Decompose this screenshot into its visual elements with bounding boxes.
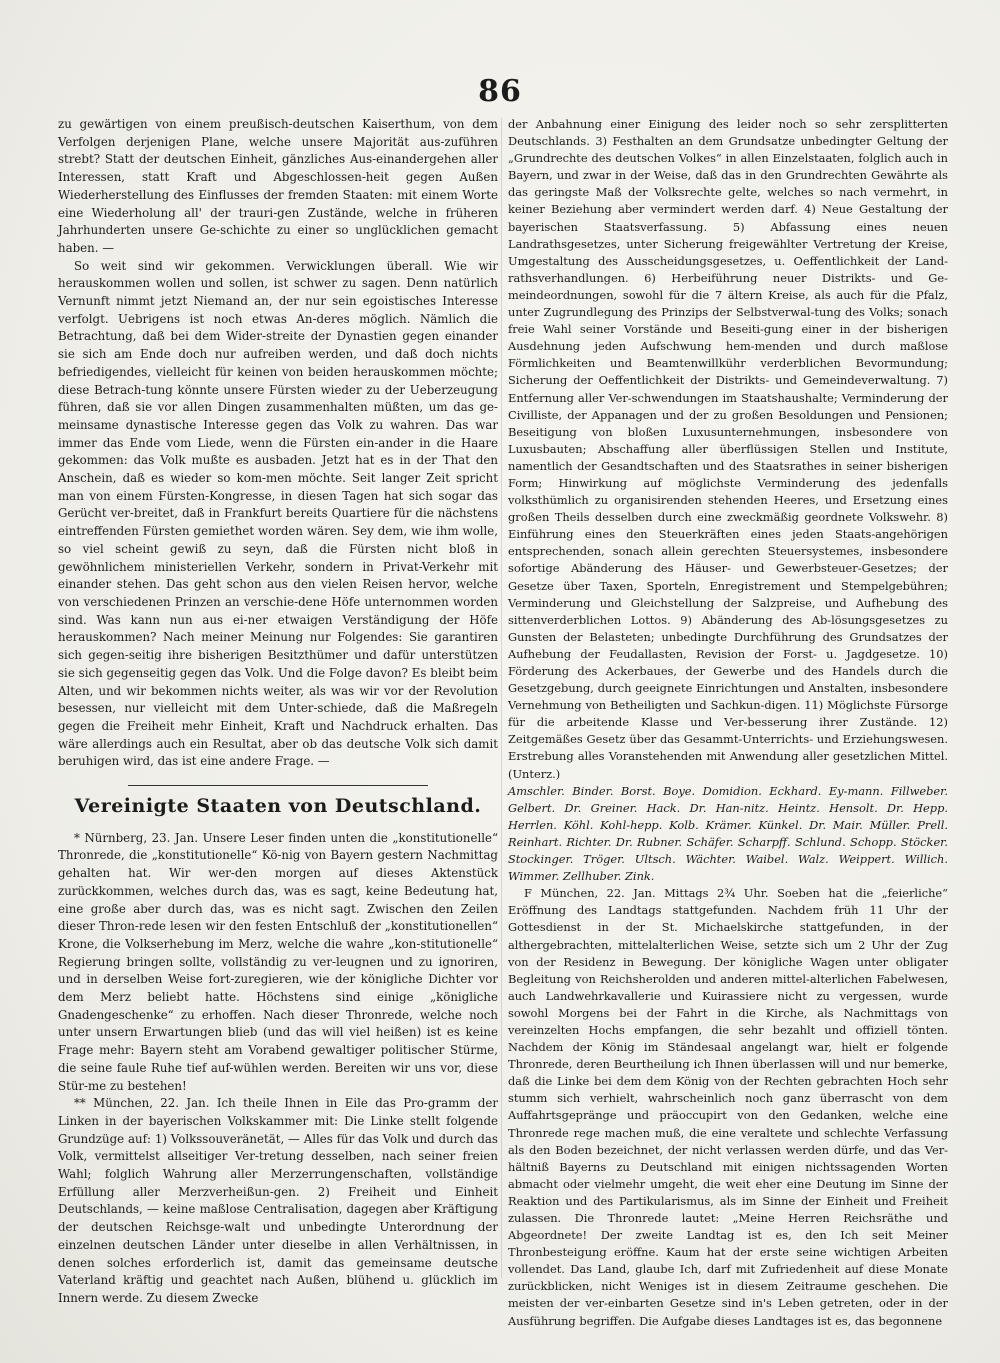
signatories-list: Amschler. Binder. Borst. Boye. Domidion. Eckhard. Ey-mann. Fillweber. Gelbert. Dr. Greiner. Hack. Dr. Han-nitz. Heintz. Hensolt. Dr. Hepp. Herrlen. Köhl. Kohl-hepp. Kolb. Krämer. Künkel. Dr. Mair. Müller. Prell. Reinhart. Richter. Dr. Rubner. Schäfer. Scharpff. Schlund. Schopp. Stöcker. Stockinger. Tröger. Ultsch. Wächter. Waibel. Walz. Weippert. Willich. Wimmer. Zellhuber. Zink. bbox=[508, 783, 948, 884]
left-column bbox=[58, 116, 498, 1308]
section-heading: Vereinigte Staaten von Deutschland. bbox=[74, 795, 482, 818]
right-paragraph-1: der Anbahnung einer Einigung des leider noch so sehr zersplitterten Deutschlands. 3) Festhalten an dem Grundsatze unbedingter Geltung der „Grundrechte des deutschen Volkes“ in allen Einzelstaaten, folglich auch in Bayern, und zwar in der Weise, daß das in den Grundrechten Gewährte als das geringste Maß der Volksrechte gelte, welches so nach vermehrt, in keiner Beziehung aber vermindert werden darf. 4) Neue Gestaltung der bayerischen Staatsverfassung. 5) Abfassung eines neuen Landrathsgesetzes, unter Sicherung freigewählter Vertretung der Kreise, Umgestaltung des Ausscheidungsgesetzes, u. Oeffentlichkeit der Land-rathsverhandlungen. 6) Herbeiführung neuer Distrikts- und Ge-meindeordnungen, sowohl für die 7 ältern Kreise, als auch für die Pfalz, unter Zugrundlegung des Prinzips der Selbstverwal-tung des Volks; sonach freie Wahl seiner Vorstände und Beseiti-gung einer in der bisherigen Ausdehnung jeden Aufschwung hem-menden und durch maßlose Förmlichkeiten und Beamtenwillkühr verderblichen Bevormundung; Sicherung der Oeffentlichkeit der Distrikts- und Gemeindeverwaltung. 7) Entfernung aller Ver-schwendungen im Staatshaushalte; Verminderung der Civilliste, der Appanagen und der zu großen Besoldungen und Pensionen; Beseitigung von bloßen Luxusunternehmungen, insbesondere von Luxusbauten; Abschaffung aller überflüssigen Stellen und Institute, namentlich der Gesandtschaften und des Staatsrathes in seiner bisherigen Form; Hinwirkung auf möglichste Verminderung des jedenfalls volksthümlich zu organisirenden stehenden Heeres, und Ersetzung eines großen Theils desselben durch eine zweckmäßig geordnete Volkswehr. 8) Einführung eines den Steuerkräften eines jeden Staats-angehörigen entsprechenden, sonach allein gerechten Steuersystemes, insbesondere sofortige Abänderung des Häuser- und Gewerbsteuer-Gesetzes; der Gesetze über Taxen, Sporteln, Enregistrement und Stempelgebühren; Verminderung und Gleichstellung der Salzpreise, und Aufhebung des sittenverderblichen Lottos. 9) Abänderung des Ab-lösungsgesetzes zu Gunsten der Belasteten; unbedingte Durchführung des Grundsatzes der Aufhebung der Feudallasten, Revision der Forst- u. Jagdgesetze. 10) Förderung des Ackerbaues, der Gewerbe und des Handels durch die Gesetzgebung, durch geeignete Einrichtungen und Anstalten, insbesondere Vernehmung von Betheiligten und Sachkun-digen. 11) Möglichste Fürsorge für die arbeitende Klasse und Ver-besserung ihrer Zustände. 12) Zeitgemäßes Gesetz über das Gesammt-Unterrichts- und Erziehungswesen. Erstrebung alles Voranstehenden mit Anwendung aller gesetzlichen Mittel. (Unterz.) bbox=[508, 117, 948, 781]
left-paragraph-3: * Nürnberg, 23. Jan. Unsere Leser finden unten die „konstitutionelle“ Thronrede, die „konstitutionelle“ Kö-nig von Bayern gestern Nachmittag gehalten hat. Wir wer-den morgen auf dieses Aktenstück zurückkommen, welches durch das, was es sagt, keine Bedeutung hat, eine große aber durch das, was es nicht sagt. Zwischen den Zeilen dieser Thron-rede lesen wir den festen Entschluß der „konstitutionellen“ Krone, die Volkserhebung im Merz, welche die wahre „kon-stitutionelle“ Regierung bringen sollte, vollständig zu ver-leugnen und zu ignoriren, und in derselben Weise fort-zuregieren, wie der königliche Dichter vor dem Merz beliebt hatte. Höchstens sind einige „königliche Gnadengeschenke“ zu erhoffen. Nach dieser Thronrede, welche noch unter unsern Erwartungen blieb (und das will viel heißen) ist es keine Frage mehr: Bayern steht am Vorabend gewaltiger politischer Stürme, die seine faule Ruhe tief auf-wühlen werden. Bereiten wir uns vor, diese Stür-me zu bestehen! bbox=[58, 830, 498, 1093]
section-rule bbox=[128, 785, 428, 786]
left-paragraph-4: ** München, 22. Jan. Ich theile Ihnen in Eile das Pro-gramm der Linken in der bayerischen Volkskammer mit: Die Linke stellt folgende Grundzüge auf: 1) Volkssouveränetät, — Alles für das Volk und durch das Volk, vermittelst allseitiger Ver-tretung desselben, nach seiner freien Wahl; folglich Wahrung aller Merzerrungenschaften, vollständige Erfüllung aller Merzverheißun-gen. 2) Freiheit und Einheit Deutschlands, — keine maßlose Centralisation, dagegen aber Kräftigung der deutschen Reichsge-walt und unbedingte Unterordnung der einzelnen deutschen Länder unter dieselbe in allen Verhältnissen, in denen solches erforderlich ist, damit das gemeinsame deutsche Vaterland kräftig und geachtet nach Außen, blühend u. glücklich im Innern werde. Zu diesem Zwecke bbox=[58, 1096, 498, 1305]
column-divider bbox=[501, 118, 502, 1278]
left-paragraph-2: So weit sind wir gekommen. Verwicklungen überall. Wie wir herauskommen wollen und sollen, ist schwer zu sagen. Denn natürlich Vernunft nimmt jetzt Niemand an, der nur sein egoistisches Interesse verfolgt. Uebrigens ist noch etwas An-deres möglich. Nämlich die Betrachtung, daß bei dem Wider-streite der Dynastien gegen einander sie sich am Ende doch nur aufreiben werden, und daß doch nichts befriedigendes, vielleicht für keinen von beiden herauskommen möchte; diese Betrach-tung könnte unsere Fürsten wieder zu der Ueberzeugung führen, daß sie vor allen Dingen zusammenhalten müßten, um das ge-meinsame dynastische Interesse gegen das Volk zu wahren. Das war immer das Ende vom Liede, wenn die Fürsten ein-ander in die Haare gekommen: das Volk mußte es ausbaden. Jetzt hat es in der That den Anschein, daß es wieder so kom-men möchte. Seit langer Zeit spricht man von einem Fürsten-Kongresse, in diesen Tagen hat sich sogar das Gerücht ver-breitet, daß in Frankfurt bereits Quartiere für die nächstens eintreffenden Fürsten gemiethet worden wären. Sey dem, wie ihm wolle, so viel scheint gewiß zu seyn, daß die Fürsten nicht bloß in gewöhnlichem ministeriellen Verkehr, sondern in Privat-Verkehr mit einander stehen. Das geht schon aus den vielen Reisen hervor, welche von verschiedenen Prinzen an verschie-dene Höfe unternommen worden sind. Was kann nun aus ei-ner etwaigen Verständigung der Höfe herauskommen? Nach meiner Meinung nur Folgendes: Sie garantiren sich gegen-seitig ihre bisherigen Besitzthümer und dafür unterstützen sie sich gegenseitig gegen das Volk. Und die Folge davon? Es bleibt beim Alten, und wir bekommen nichts weiter, als was wir vor der Revolution besessen, nur vielleicht mit dem Unter-schiede, daß die Maßregeln gegen die Freiheit mehr Einheit, Kraft und Nachdruck erhalten. Das wäre allerdings auch ein Resultat, aber ob das deutsche Volk sich damit beruhigen wird, das ist eine andere Frage. — bbox=[58, 258, 498, 769]
page-number: 86 bbox=[478, 74, 522, 109]
right-column bbox=[508, 116, 948, 1330]
right-paragraph-2: F München, 22. Jan. Mittags 2¾ Uhr. Soeben hat die „feierliche“ Eröffnung des Landtags stattgefunden. Nachdem früh 11 Uhr der Gottesdienst in der St. Michaelskirche stattgefunden, in der althergebrachten, mittelalterlichen Weise, setzte sich um 2 Uhr der Zug von der Residenz in Bewegung. Der königliche Wagen unter obligater Begleitung von Reichsherolden und anderen mittel-alterlichen Fabelwesen, auch Landwehrkavallerie und Kuirassiere nicht zu vergessen, wurde sowohl Morgens bei der Fahrt in die Kirche, als Nachmittags von vereinzelten Hochs empfangen, die sehr bezahlt und offiziell tönten. Nachdem der König im Ständesaal angelangt war, hielt er folgende Thronrede, deren Beurtheilung ich Ihnen überlassen will und nur bemerke, daß die Linke bei dem dem König von der Rechten gebrachten Hoch sehr stumm sich verhielt, wahrscheinlich noch ganz überrascht von dem Auffahrtsgepränge und präoccupirt von den Gedanken, welche eine Thronrede rege machen muß, die eine veraltete und schlechte Verfassung als den Boden bezeichnet, der nicht verlassen werden dürfe, und das Ver-hältniß Bayerns zu Deutschland mit einigen nichtssagenden Worten abmacht oder vielmehr umgeht, die weit eher eine Deutung im Sinne der Reaktion und des Partikularismus, als im Sinne der Einheit und Freiheit zulassen. Die Thronrede lautet: „Meine Herren Reichsräthe und Abgeordnete! Der zweite Landtag ist es, den Ich seit Meiner Thronbesteigung eröffne. Kaum hat der erste seine wichtigen Arbeiten vollendet. Das Land, glaube Ich, darf mit Zufriedenheit auf diese Monate zurückblicken, nicht Weniges ist in diesem Zeitraume geschehen. Die meisten der ver-einbarten Gesetze sind in's Leben getreten, oder in der Ausführung begriffen. Die Aufgabe dieses Landtages ist es, das begonnene bbox=[508, 886, 948, 1328]
left-paragraph-1: zu gewärtigen von einem preußisch-deutschen Kaiserthum, von dem Verfolgen derjenigen Plane, welche unsere Majorität aus-zuführen strebt? Statt der deutschen Einheit, gänzliches Aus-einandergehen aller Interessen, statt Kraft und Abgeschlossen-heit gegen Außen Wiederherstellung des Einflusses der fremden Staaten: mit einem Worte eine Wiederholung all' der trauri-gen Zustände, welche in früheren Jahrhunderten unsere Ge-schichte zu einer so unglücklichen gemacht haben. — bbox=[58, 117, 498, 255]
